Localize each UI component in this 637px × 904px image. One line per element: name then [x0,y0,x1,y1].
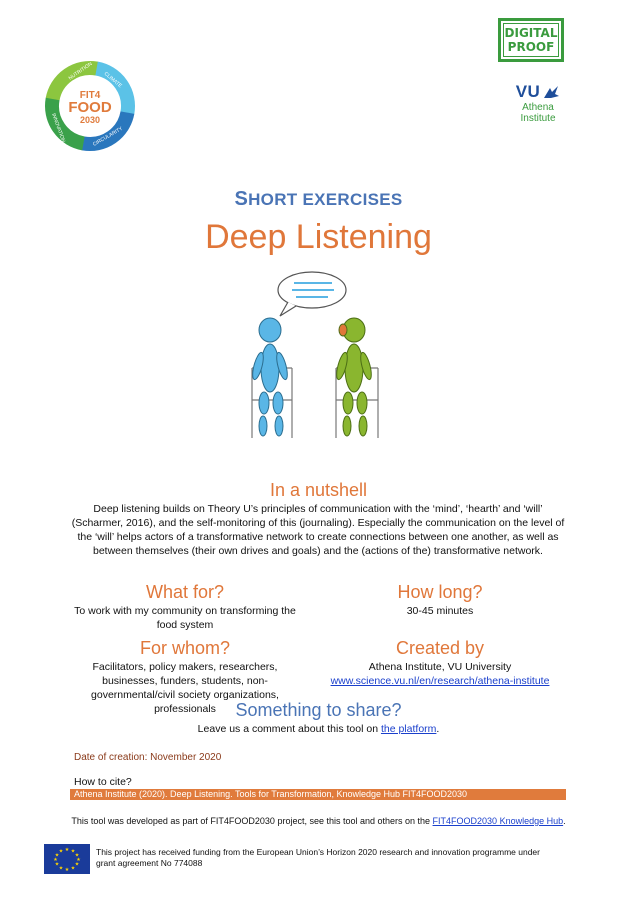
fit4food-line1: FIT4 [79,90,101,101]
platform-link[interactable]: the platform [380,723,437,735]
svg-text:★: ★ [64,867,70,873]
ring-word-nutrition: NUTRITION [67,61,94,82]
griffin-icon [542,84,560,100]
svg-text:★: ★ [70,865,76,872]
created-by-text: Athena Institute, VU University [368,661,512,673]
svg-text:★: ★ [58,865,64,872]
ring-word-climate: CLIMATE [102,70,123,90]
nutshell-text: Deep listening builds on Theory U’s principles of communication with the ‘mind’, ‘hearth’ and ‘will’ (Scharmer, 2016), and the self-monitoring of this (journaling). Especially the communication on the level of the ‘will’ helps actors of a transformative network to create connections between one another, as well as between themselves (their own drives and goals) and the (actions of the) transformative network. [71,503,565,557]
svg-text:★: ★ [58,848,64,855]
ring-word-circularity: CIRCULARITY [92,125,124,148]
knowledge-hub-link[interactable]: FIT4FOOD2030 Knowledge Hub [432,816,564,826]
svg-text:★: ★ [70,848,76,855]
created-by-section [330,660,550,688]
creation-date: Date of creation: November 2020 [74,752,222,763]
speech-bubble-icon [278,272,346,316]
digital-proof-line2: PROOF [507,40,555,54]
deep-listening-illustration [230,268,400,448]
for-whom-text: Facilitators, policy makers, researchers, businesses, funders, students, non-governmental/civil society organizations, professionals [91,661,279,715]
what-for-text: To work with my community on transforming the food system [74,605,296,631]
subtitle-rest: HORT EXERCISES [248,190,403,209]
svg-text:★: ★ [74,852,80,859]
share-text-after: . [436,723,440,735]
share-heading: Something to share? [235,700,402,720]
speaker-figure-icon [251,318,290,436]
vu-athena-logo [508,82,568,140]
nutshell-heading: In a nutshell [269,480,368,500]
fit4food-logo [42,58,138,154]
ring-word-innovation: INNOVATION [50,112,67,144]
page-subtitle [0,188,637,211]
created-by-heading: Created by [395,638,485,658]
svg-text:★: ★ [54,852,60,859]
citation-bar: Athena Institute (2020). Deep Listening. Tools for Transformation, Knowledge Hub FIT4FOOD2030 [70,789,566,800]
digital-proof-line1: DIGITAL [504,26,558,40]
for-whom-heading: For whom? [139,638,231,658]
svg-text:★: ★ [74,861,80,868]
subtitle-initial: S [234,188,249,210]
fit4food-line2: FOOD [68,99,112,116]
funding-statement: This project has received funding from the European Union’s Horizon 2020 research and innovation programme under grant agreement No 774088 [96,847,540,868]
svg-text:★: ★ [64,847,70,853]
athena-line2: Institute [520,113,556,124]
what-for-heading: What for? [145,582,225,602]
fit4food-line3: 2030 [79,115,101,125]
how-long-text: 30-45 minutes [406,605,474,617]
svg-text:★: ★ [54,861,60,868]
dev-note-before: This tool was developed as part of FIT4FOOD2030 project, see this tool and others on the [71,816,433,826]
athena-institute-link[interactable]: www.science.vu.nl/en/research/athena-institute [330,675,550,687]
share-text [0,722,637,736]
athena-line1: Athena [522,102,554,113]
vu-mark: VU [515,82,541,101]
digital-proof-badge [498,18,564,62]
dev-note-after: . [563,816,566,826]
listener-figure-icon [335,318,374,436]
svg-text:★: ★ [76,857,81,863]
page-title: Deep Listening [205,218,432,256]
how-long-heading: How long? [397,582,483,602]
eu-flag-icon [44,844,90,874]
svg-text:★: ★ [53,857,58,863]
share-text-before: Leave us a comment about this tool on [197,723,381,735]
development-note [0,816,637,826]
cite-label: How to cite? [74,776,132,788]
